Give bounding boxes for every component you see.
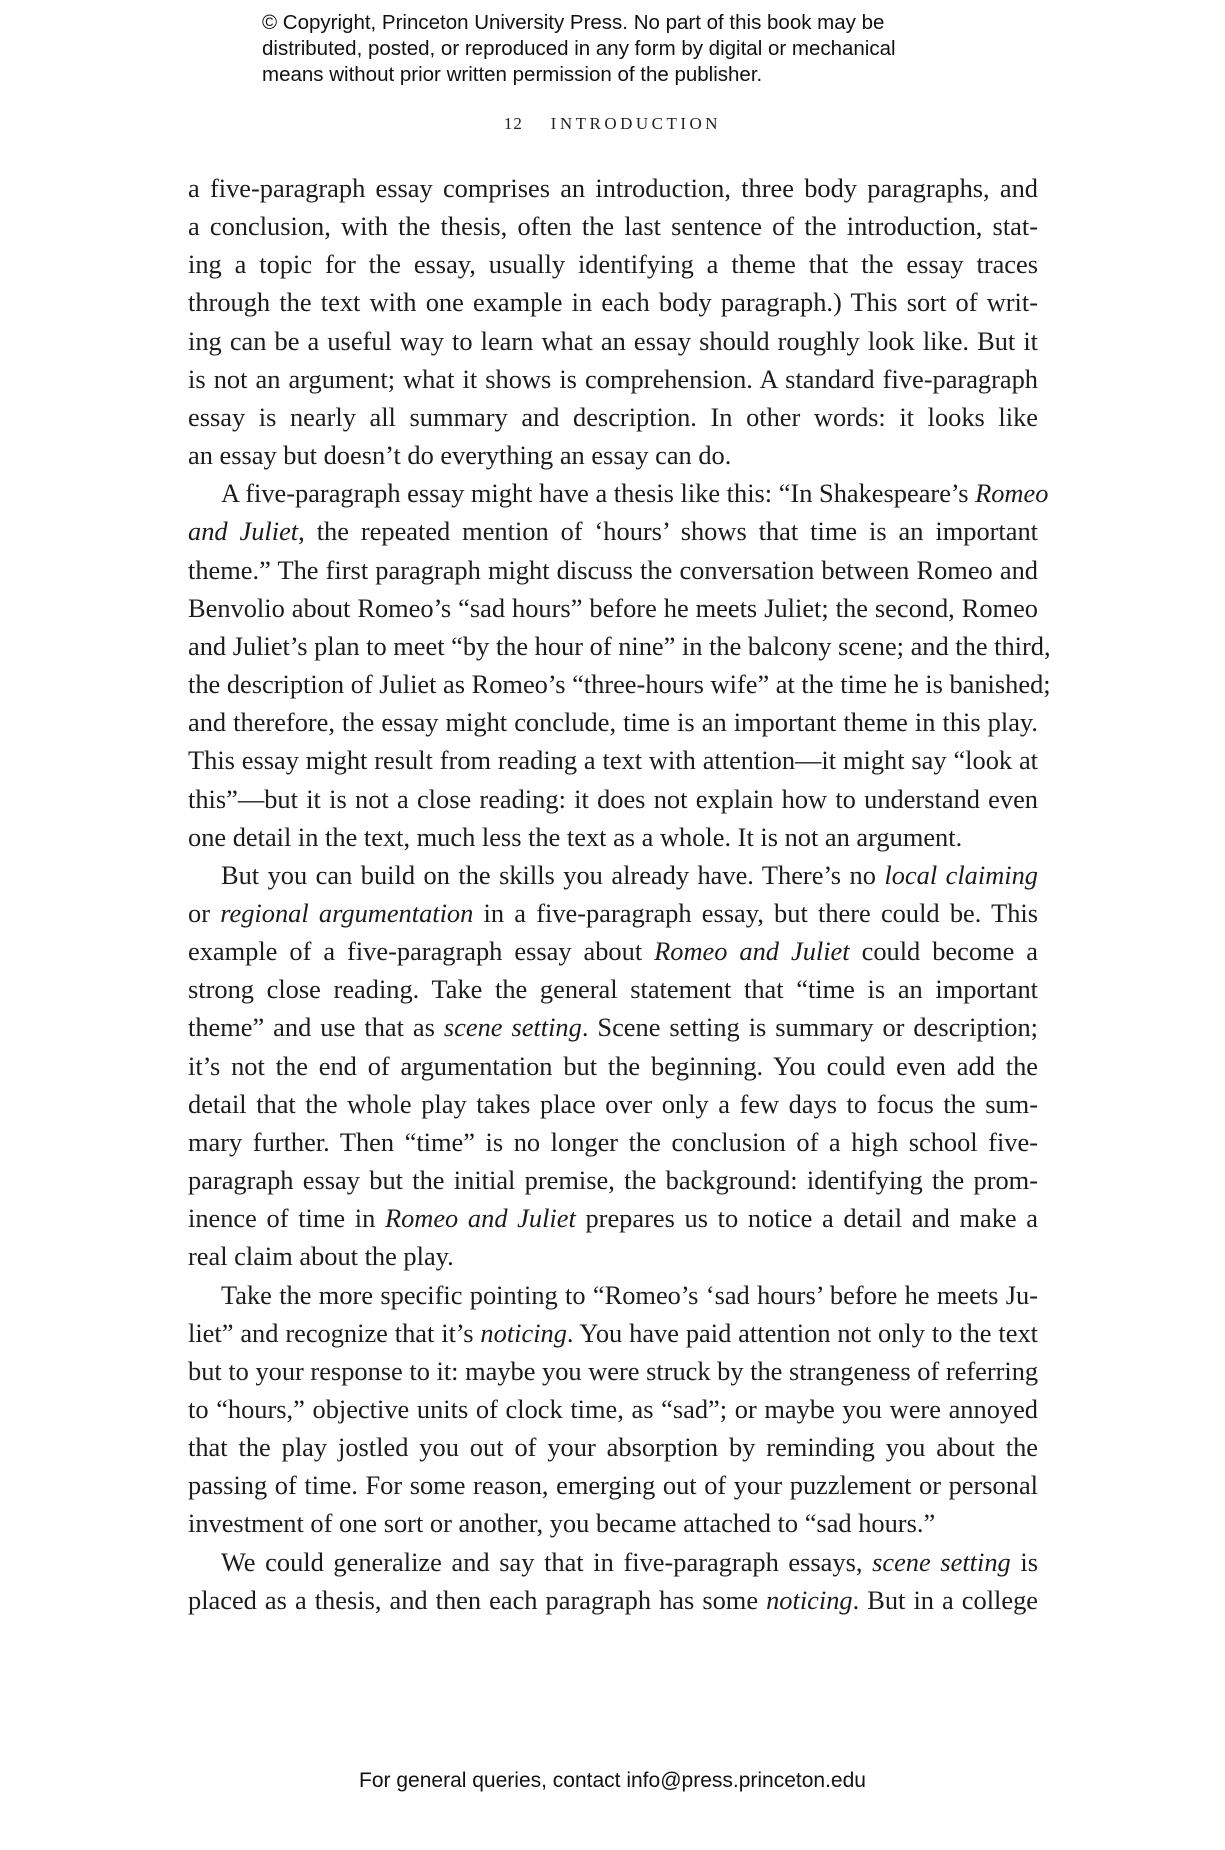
text-line: one detail in the text, much less the text as a whole. It is not an argument. <box>188 821 963 852</box>
text-line: that the play jostled you out of your absorption by reminding you about the <box>188 1432 1038 1463</box>
italic-text: scene setting <box>872 1546 1011 1577</box>
copyright-line: distributed, posted, or reproduced in any form by digital or mechanical <box>262 37 896 60</box>
page-number: 12 <box>503 114 523 133</box>
text-line: essay is nearly all summary and description. In other words: it looks like <box>188 401 1038 432</box>
copyright-line: means without prior written permission of the publisher. <box>262 63 763 86</box>
text-line: and Juliet’s plan to meet “by the hour of nine” in the balcony scene; and the third, <box>188 630 1051 661</box>
text-line: and therefore, the essay might conclude, time is an important theme in this play. <box>188 707 1038 738</box>
italic-text: noticing <box>480 1317 567 1348</box>
footer-contact: For general queries, contact info@press.princeton.edu <box>359 1769 866 1792</box>
text-line: a conclusion, with the thesis, often the last sentence of the introduction, stat- <box>188 211 1038 242</box>
paragraph <box>188 856 1038 1276</box>
text-line: this”—but it is not a close reading: it does not explain how to understand even <box>188 783 1038 814</box>
italic-text: Romeo and Juliet <box>654 936 850 967</box>
section-title: INTRODUCTION <box>550 114 722 133</box>
text-line: inence of time in Romeo and Juliet prepares us to notice a detail and make a <box>188 1203 1039 1234</box>
italic-text: Romeo <box>975 478 1049 509</box>
text-line: but to your response to it: maybe you were struck by the strangeness of referring <box>188 1355 1039 1386</box>
text-line: real claim about the play. <box>188 1241 454 1272</box>
text-line: the description of Juliet as Romeo’s “three-hours wife” at the time he is banished; <box>188 669 1051 700</box>
italic-text: regional argumentation <box>220 897 474 928</box>
text-line: mary further. Then “time” is no longer the conclusion of a high school five- <box>188 1126 1038 1157</box>
paragraph <box>188 169 1038 474</box>
running-head <box>0 114 1225 134</box>
text-line: A five-paragraph essay might have a thesis like this: “In Shakespeare’s Romeo <box>221 478 1049 509</box>
text-line: paragraph essay but the initial premise, the background: identifying the prom- <box>188 1165 1038 1196</box>
text-line: theme.” The first paragraph might discuss the conversation between Romeo and <box>188 554 1038 585</box>
text-line: ing can be a useful way to learn what an essay should roughly look like. But it <box>188 325 1038 356</box>
text-line: investment of one sort or another, you became attached to “sad hours.” <box>188 1508 936 1539</box>
text-line: Benvolio about Romeo’s “sad hours” before he meets Juliet; the second, Romeo <box>188 592 1038 623</box>
text-line: liet” and recognize that it’s noticing. You have paid attention not only to the text <box>188 1317 1038 1348</box>
text-line: passing of time. For some reason, emerging out of your puzzlement or personal <box>188 1470 1038 1501</box>
text-line: an essay but doesn’t do everything an essay can do. <box>188 440 732 471</box>
text-line: theme” and use that as scene setting. Scene setting is summary or description; <box>188 1012 1039 1043</box>
text-line: detail that the whole play takes place over only a few days to focus the sum- <box>188 1088 1038 1119</box>
paragraph <box>188 1543 1038 1619</box>
italic-text: noticing <box>766 1584 853 1615</box>
italic-text: scene setting <box>443 1012 582 1043</box>
text-line: to “hours,” objective units of clock time, as “sad”; or maybe you were annoyed <box>188 1394 1038 1424</box>
text-line: is not an argument; what it shows is comprehension. A standard five-paragraph <box>188 363 1038 394</box>
text-line: it’s not the end of argumentation but the beginning. You could even add the <box>188 1050 1038 1081</box>
text-line: But you can build on the skills you already have. There’s no local claiming <box>221 859 1038 890</box>
paragraph <box>188 474 1051 856</box>
body-text <box>188 169 1051 1619</box>
text-line: example of a five-paragraph essay about Romeo and Juliet could become a <box>188 936 1038 967</box>
italic-text: and Juliet <box>188 516 299 547</box>
text-line: a five-paragraph essay comprises an introduction, three body paragraphs, and <box>188 173 1038 203</box>
text-line: ing a topic for the essay, usually identifying a theme that the essay traces <box>188 249 1038 280</box>
text-line: through the text with one example in each body paragraph.) This sort of writ- <box>188 287 1038 318</box>
copyright-line: © Copyright, Princeton University Press. No part of this book may be <box>262 11 885 34</box>
text-line: Take the more specific pointing to “Romeo’s ‘sad hours’ before he meets Ju- <box>221 1279 1038 1310</box>
text-line: This essay might result from reading a text with attention—it might say “look at <box>188 745 1038 776</box>
italic-text: local claiming <box>884 859 1038 890</box>
text-line: or regional argumentation in a five-paragraph essay, but there could be. This <box>188 897 1038 928</box>
text-line: strong close reading. Take the general statement that “time is an important <box>188 974 1038 1005</box>
italic-text: Romeo and Juliet <box>384 1203 576 1234</box>
text-line: and Juliet, the repeated mention of ‘hours’ shows that time is an important <box>188 516 1038 547</box>
text-line: placed as a thesis, and then each paragraph has some noticing. But in a college <box>188 1584 1038 1615</box>
paragraph <box>188 1276 1038 1543</box>
copyright-notice <box>262 10 1022 88</box>
text-line: We could generalize and say that in five-paragraph essays, scene setting is <box>221 1546 1038 1577</box>
